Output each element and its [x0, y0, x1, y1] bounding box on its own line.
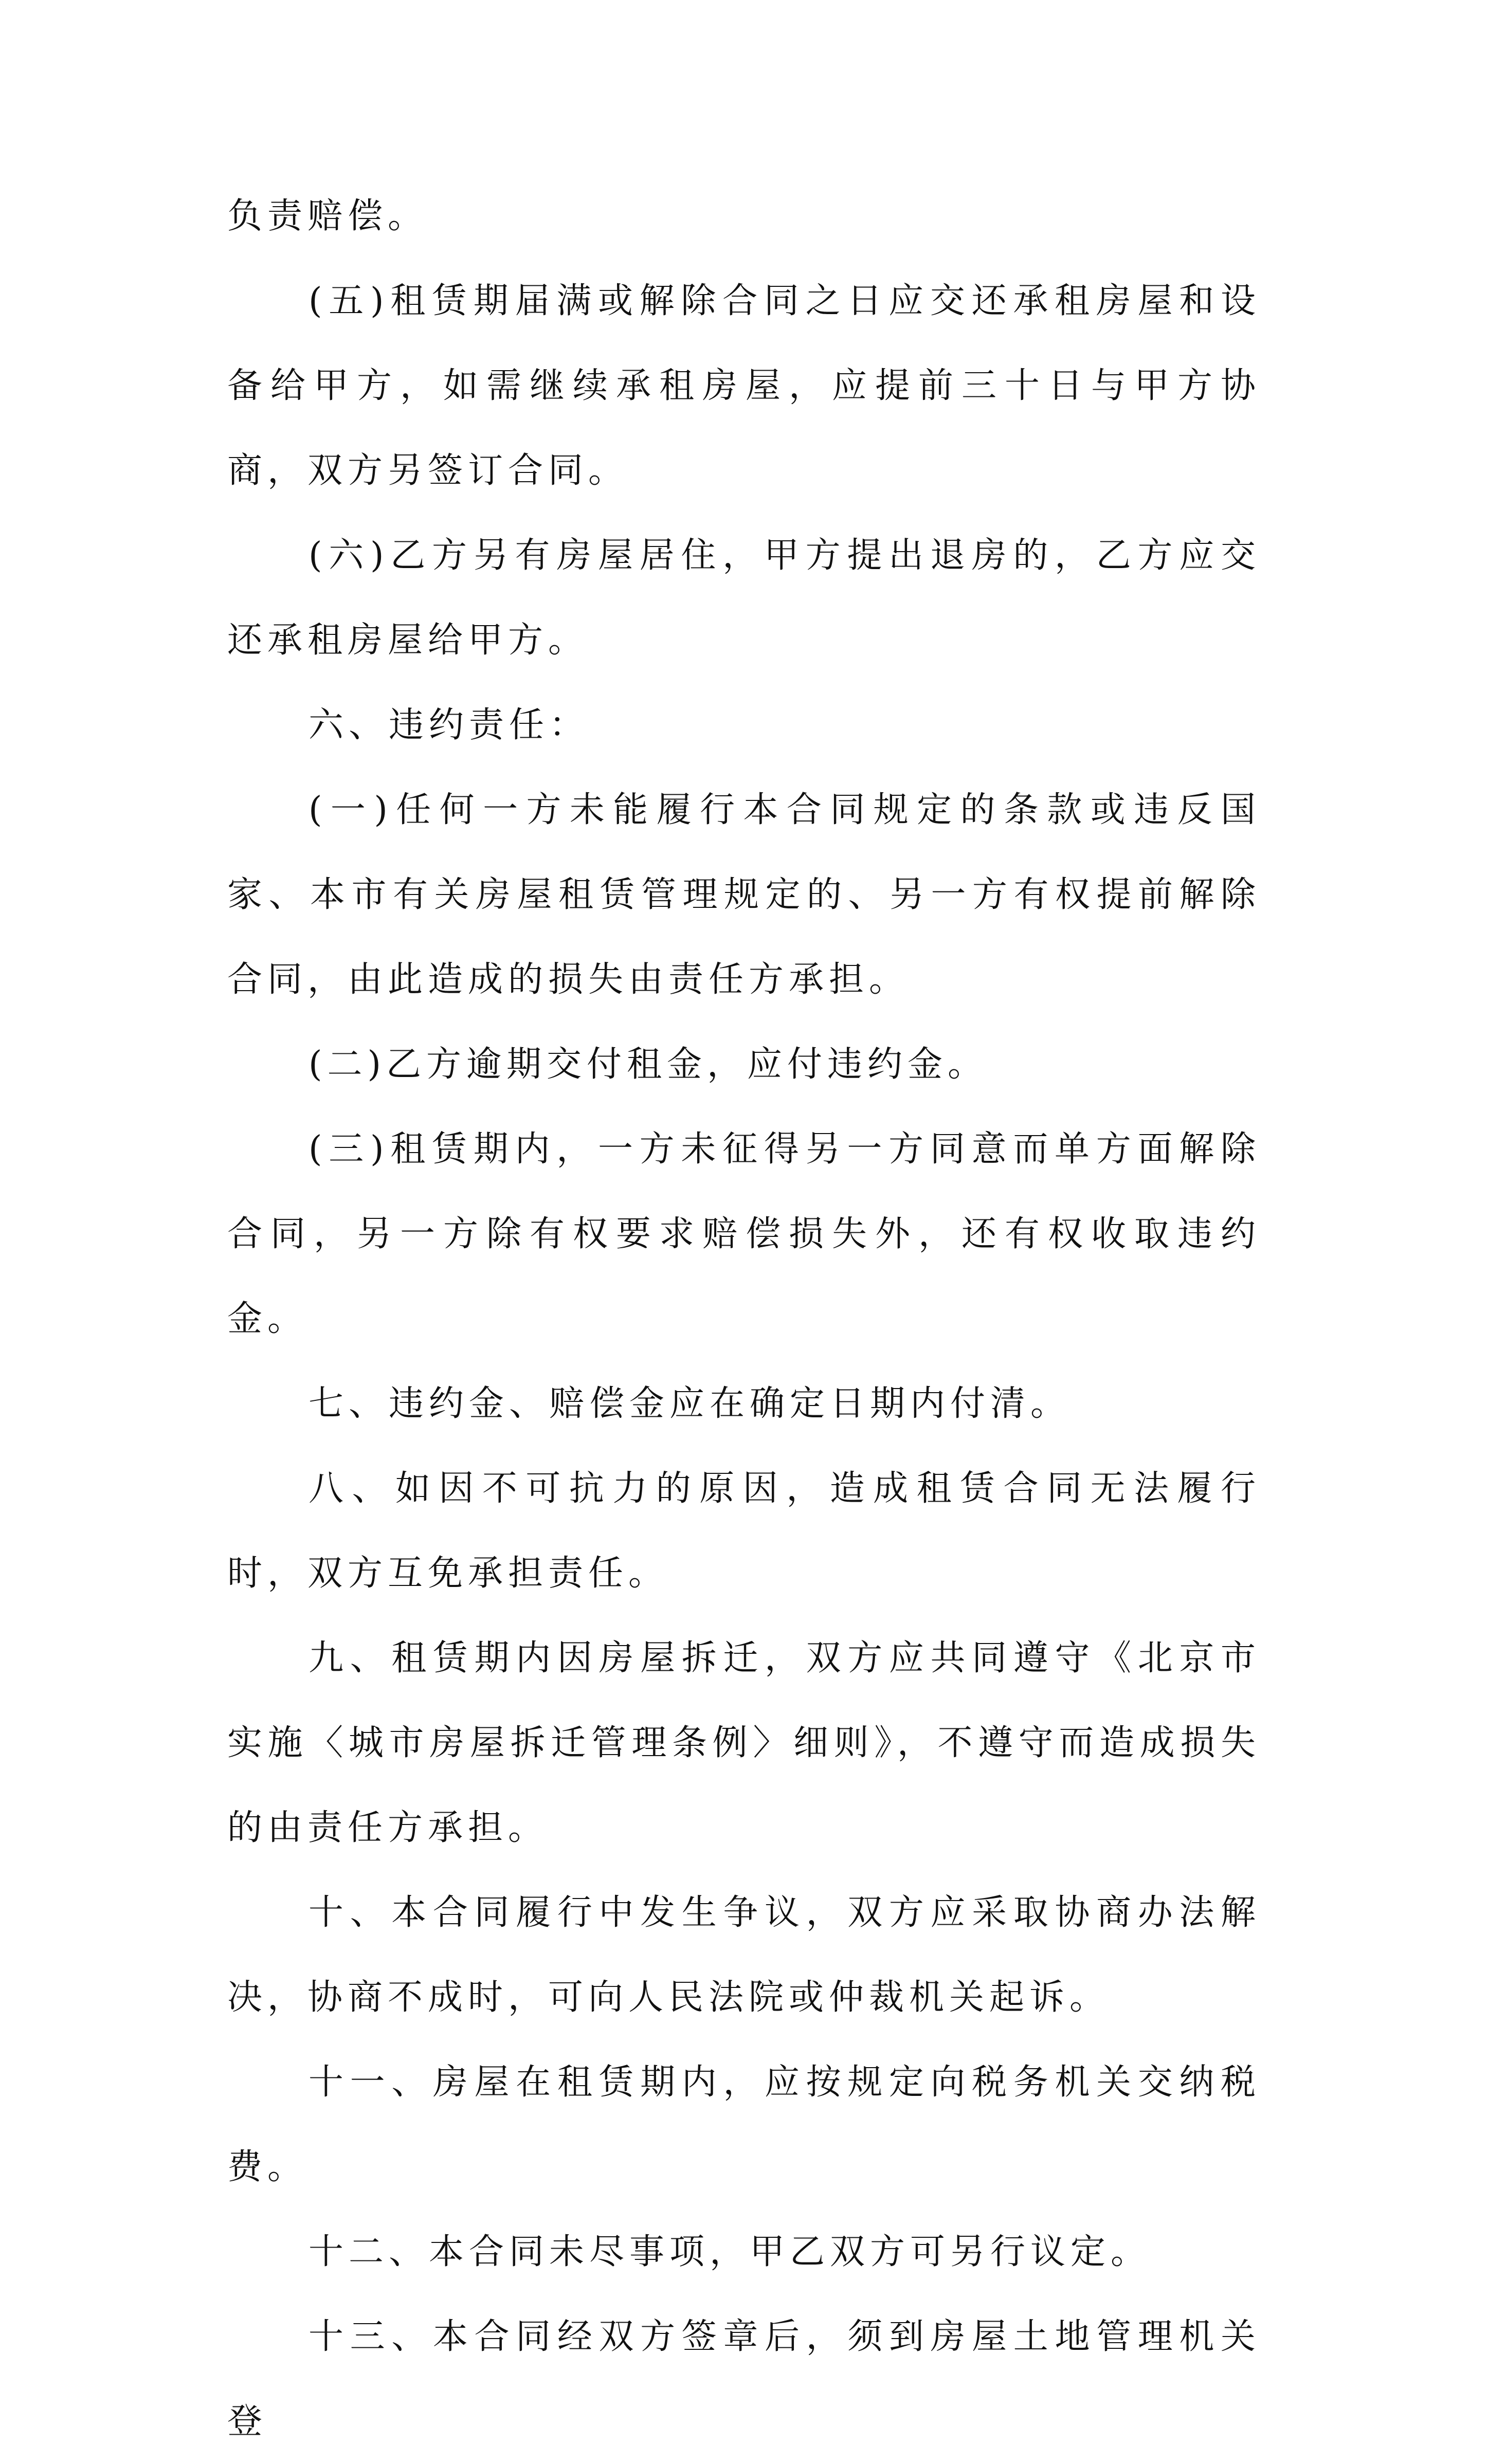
paragraph-clause-11: 十一、房屋在租赁期内，应按规定向税务机关交纳税费。 — [227, 2062, 1261, 2187]
paragraph-clause-13: 十三、本合同经双方签章后，须到房屋土地管理机关登 — [227, 2316, 1261, 2442]
paragraph-clause-6-1: (一)任何一方未能履行本合同规定的条款或违反国家、本市有关房屋租赁管理规定的、另一方有权提前解除合同，由此造成的损失由责任方承担。 — [227, 790, 1261, 1000]
paragraph-continuation: 负责赔偿。 — [227, 196, 428, 236]
paragraph-clause-8: 八、如因不可抗力的原因，造成租赁合同无法履行时，双方互免承担责任。 — [227, 1468, 1261, 1594]
section-heading-breach-liability: 六、违约责任： — [309, 705, 590, 745]
paragraph-clause-6-3: (三)租赁期内，一方未征得另一方同意而单方面解除合同，另一方除有权要求赔偿损失外，还有权收取违约金。 — [227, 1129, 1261, 1339]
paragraph-clause-5-6: (六)乙方另有房屋居住，甲方提出退房的，乙方应交还承租房屋给甲方。 — [227, 535, 1261, 661]
paragraph-clause-5-5: (五)租赁期届满或解除合同之日应交还承租房屋和设备给甲方，如需继续承租房屋，应提前三十日与甲方协商，双方另签订合同。 — [227, 281, 1261, 491]
paragraph-clause-7: 七、违约金、赔偿金应在确定日期内付清。 — [309, 1383, 1071, 1424]
paragraph-clause-9: 九、租赁期内因房屋拆迁，双方应共同遵守《北京市实施〈城市房屋拆迁管理条例〉细则》，不遵守而造成损失的由责任方承担。 — [227, 1638, 1261, 1848]
paragraph-clause-6-2: (二)乙方逾期交付租金，应付违约金。 — [309, 1044, 988, 1085]
paragraph-clause-10: 十、本合同履行中发生争议，双方应采取协商办法解决，协商不成时，可向人民法院或仲裁机关起诉。 — [227, 1892, 1261, 2018]
paragraph-clause-12: 十二、本合同未尽事项，甲乙双方可另行议定。 — [309, 2232, 1151, 2272]
contract-text-body — [227, 174, 1261, 2464]
